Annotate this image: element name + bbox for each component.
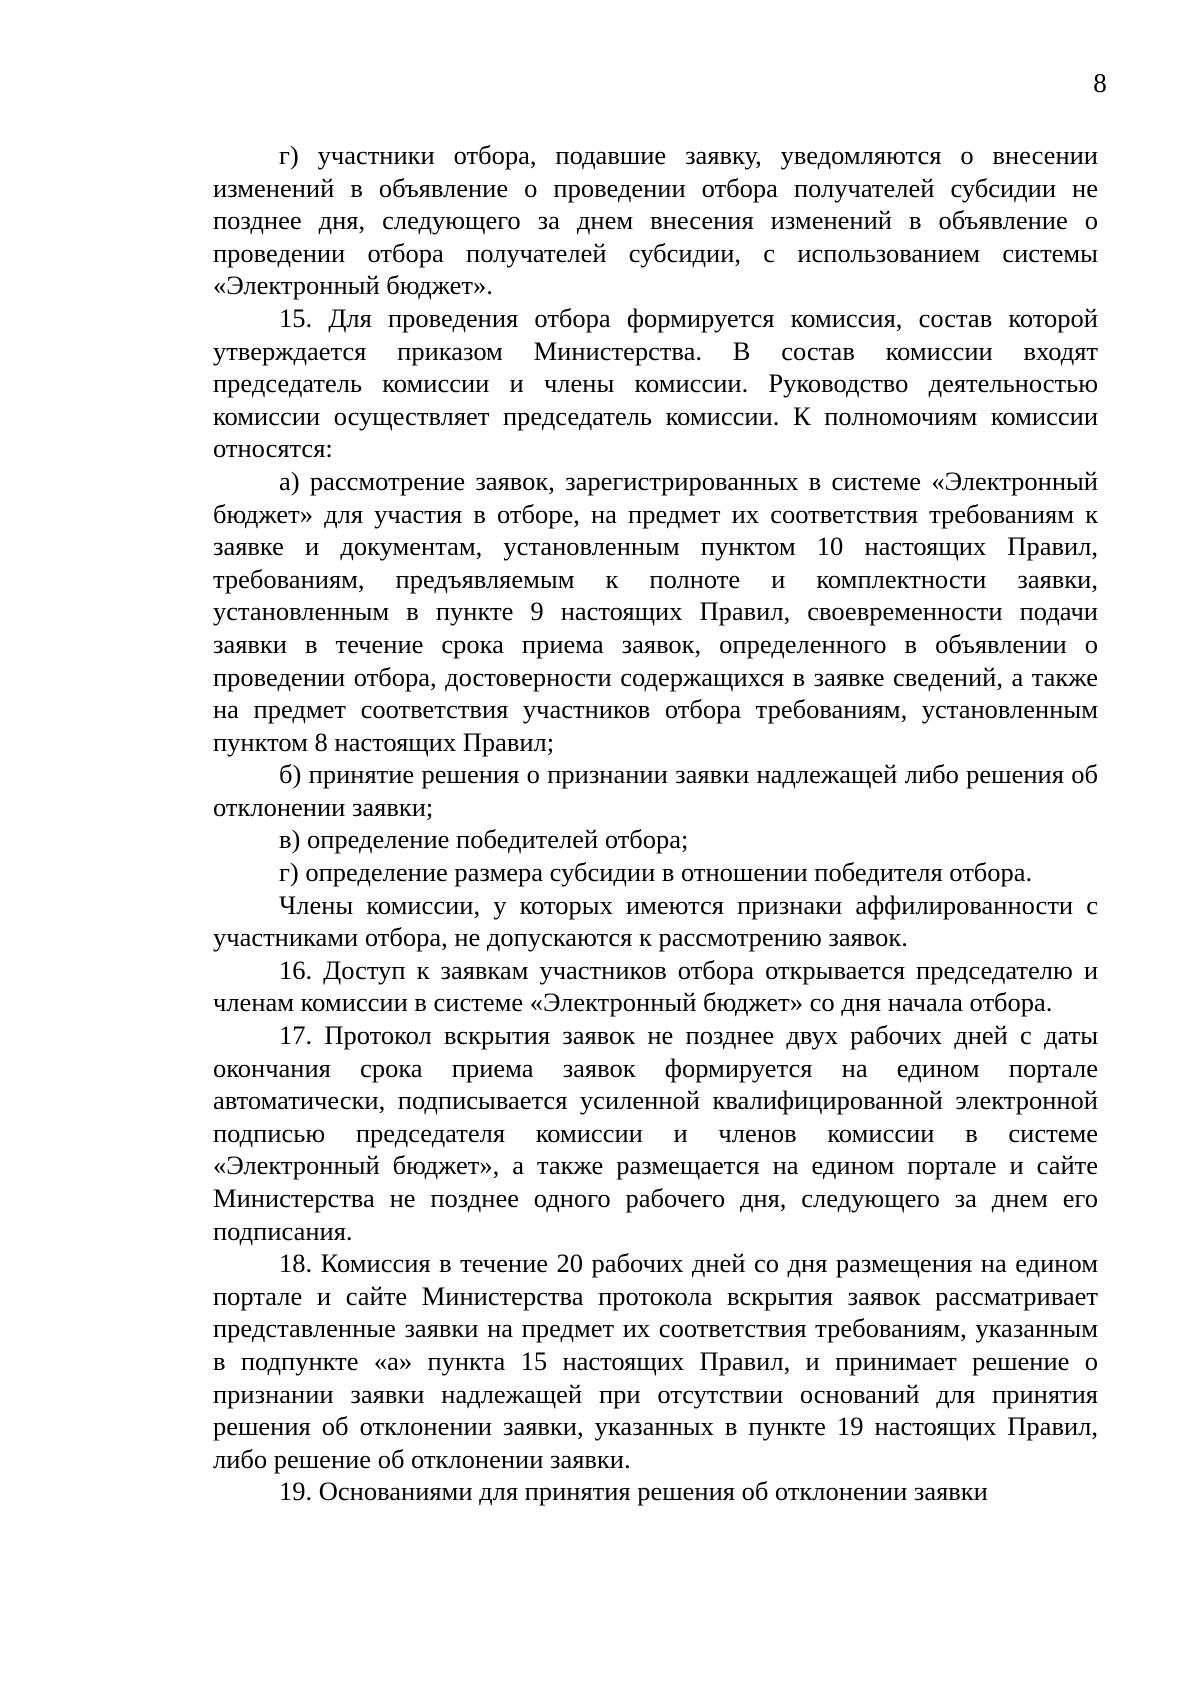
paragraph-commission-members: Члены комиссии, у которых имеются признаки аффилированности с участниками отбора, не допускаются к рассмотрению заявок. [213,889,1098,953]
paragraph-15a: а) рассмотрение заявок, зарегистрированных в системе «Электронный бюджет» для участия в отборе, на предмет их соответствия требованиям к заявке и документам, установленным пунктом 10 настоящих Правил, требованиям, предъявляемым к полноте и комплектности заявки, установленным в пункте 9 настоящих Правил, своевременности подачи заявки в течение срока приема заявок, определенного в объявлении о проведении отбора, достоверности содержащихся в заявке сведений, а также на предмет соответствия участников отбора требованиям, установленным пунктом 8 настоящих Правил; [213,465,1098,757]
paragraph-17: 17. Протокол вскрытия заявок не позднее двух рабочих дней с даты окончания срока приема заявок формируется на едином портале автоматически, подписывается усиленной квалифицированной электронной подписью председателя комиссии и членов комиссии в системе «Электронный бюджет», а также размещается на едином портале и сайте Министерства не позднее одного рабочего дня, следующего за днем его подписания. [213,1020,1098,1246]
paragraph-18: 18. Комиссия в течение 20 рабочих дней со дня размещения на едином портале и сайте Министерства протокола вскрытия заявок рассматривает представленные заявки на предмет их соответствия требованиям, указанным в подпункте «а» пункта 15 настоящих Правил, и принимает решение о признании заявки надлежащей при отсутствии оснований для принятия решения об отклонении заявки, указанных в пункте 19 настоящих Правил, либо решение об отклонении заявки. [213,1248,1098,1474]
document-body [213,139,1098,1508]
paragraph-19: 19. Основаниями для принятия решения об отклонении заявки [279,1476,988,1507]
paragraph-14g: г) участники отбора, подавшие заявку, уведомляются о внесении изменений в объявление о проведении отбора получателей субсидии не позднее дня, следующего за днем внесения изменений в объявление о проведении отбора получателей субсидии, с использованием системы «Электронный бюджет». [213,140,1098,301]
paragraph-15b: б) принятие решения о признании заявки надлежащей либо решения об отклонении заявки; [213,759,1098,822]
paragraph-15: 15. Для проведения отбора формируется комиссия, состав которой утверждается приказом Министерства. В состав комиссии входят председатель комиссии и члены комиссии. Руководство деятельностью комиссии осуществляет председатель комиссии. К полномочиям комиссии относятся: [213,302,1098,464]
paragraph-15g: г) определение размера субсидии в отношении победителя отбора. [279,857,1033,888]
paragraph-15v: в) определение победителей отбора; [279,824,689,855]
paragraph-16: 16. Доступ к заявкам участников отбора открывается председателю и членам комиссии в системе «Электронный бюджет» со дня начала отбора. [213,954,1098,1018]
page-number: 8 [1093,68,1107,98]
